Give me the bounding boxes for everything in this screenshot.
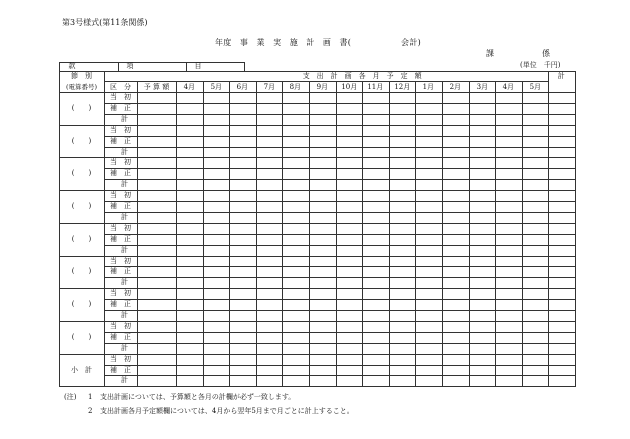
kubun-header: 区 分	[110, 83, 131, 91]
row-label-kei: 計	[121, 278, 128, 287]
unit-note: (単位 千円)	[520, 61, 561, 69]
row-label-toushho: 当 初	[110, 158, 131, 167]
row-line-2-2	[104, 179, 575, 180]
row-line-7-2	[104, 343, 575, 344]
note-1-text: 支出計画については、予算額と各月の計欄が必ず一致します。	[100, 393, 296, 401]
row-line-4-1	[104, 234, 575, 235]
row-label-kei: 計	[121, 114, 128, 123]
form-number: 第3号様式(第11条関係)	[62, 18, 148, 27]
row-line-2-1	[104, 168, 575, 169]
setsu-paren: ( )	[71, 202, 92, 210]
month-header-4月: 4月	[183, 83, 196, 91]
row-label-kei: 計	[121, 376, 128, 385]
setsu-paren: ( )	[71, 234, 92, 243]
row-label-hosei: 補 正	[110, 267, 131, 276]
row-label-hosei: 補 正	[110, 300, 131, 309]
row-label-toushho: 当 初	[110, 223, 131, 232]
note-prefix: (注)	[64, 393, 77, 401]
row-label-toushho: 当 初	[110, 289, 131, 298]
row-label-kei: 計	[121, 180, 128, 189]
setsu-paren: ( )	[71, 103, 92, 112]
row-label-kei: 計	[121, 343, 128, 352]
row-label-hosei: 補 正	[110, 234, 131, 243]
setsu-paren: ( )	[71, 332, 92, 341]
month-header-1月: 1月	[422, 83, 435, 91]
row-line-1-1	[104, 136, 575, 137]
yosan-header: 予 算 額	[143, 83, 170, 91]
row-label-kei: 計	[121, 245, 128, 254]
row-line-7-1	[104, 332, 575, 333]
person-label: 係	[542, 49, 550, 58]
month-header-6月: 6月	[236, 83, 249, 91]
row-label-hosei: 補 正	[110, 365, 131, 374]
row-label-toushho: 当 初	[110, 93, 131, 101]
row-label-toushho: 当 初	[110, 354, 131, 363]
denzan-header: (電算番号)	[65, 83, 98, 91]
row-label-toushho: 当 初	[110, 256, 131, 265]
row-label-kei: 計	[121, 212, 128, 221]
month-header-12月: 12月	[394, 83, 411, 91]
kan-row-divider-1	[186, 62, 187, 71]
row-line-8-1	[104, 365, 575, 366]
row-line-1-2	[104, 147, 575, 148]
total-header: 計	[557, 72, 565, 80]
kubun-header-divider	[104, 81, 176, 82]
month-header-5月: 5月	[210, 83, 223, 91]
row-line-5-1	[104, 266, 575, 267]
month-header-5月: 5月	[529, 83, 542, 91]
row-label-toushho: 当 初	[110, 321, 131, 330]
monthly-header: 支 出 計 画 各 月 予 定 額	[302, 72, 422, 80]
setsu-paren: ( )	[71, 300, 92, 309]
kan-label: 款	[68, 62, 76, 70]
group-line-8	[59, 386, 575, 387]
row-label-hosei: 補 正	[110, 103, 131, 112]
moku-label: 目	[194, 62, 202, 70]
kan-row-divider-2	[244, 62, 245, 71]
row-label-toushho: 当 初	[110, 191, 131, 200]
table-right	[575, 71, 576, 386]
note-1-number: 1	[88, 393, 93, 401]
row-label-hosei: 補 正	[110, 169, 131, 178]
row-line-3-2	[104, 212, 575, 213]
note-2-number: 2	[88, 407, 93, 415]
kan-row-left	[59, 62, 60, 71]
row-label-toushho: 当 初	[110, 125, 131, 134]
row-label-kei: 計	[121, 147, 128, 156]
row-label-hosei: 補 正	[110, 136, 131, 145]
kou-label: 項	[126, 62, 134, 70]
setsu-header: 節 別	[71, 72, 92, 80]
row-line-5-2	[104, 277, 575, 278]
month-header-8月: 8月	[289, 83, 302, 91]
subtotal-label: 小 計	[71, 365, 92, 374]
setsu-paren: ( )	[71, 136, 92, 145]
kan-row-top	[59, 62, 244, 63]
row-line-6-1	[104, 299, 575, 300]
month-col-line-14	[548, 71, 549, 386]
month-header-11月: 11月	[367, 83, 384, 91]
row-line-6-2	[104, 310, 575, 311]
kan-row-divider-0	[118, 62, 119, 71]
note-2-text: 支出計画各月予定額欄については、4月から翌年5月まで月ごとに計上すること。	[100, 407, 354, 415]
row-label-hosei: 補 正	[110, 202, 131, 210]
row-line-4-2	[104, 245, 575, 246]
row-line-3-1	[104, 201, 575, 202]
col-line-top-0	[104, 71, 105, 81]
setsu-paren: ( )	[71, 267, 92, 276]
row-label-hosei: 補 正	[110, 332, 131, 341]
row-line-0-1	[104, 103, 575, 104]
month-header-3月: 3月	[476, 83, 489, 91]
section-label: 課	[486, 49, 494, 58]
page-title: 年度 事 業 実 施 計 画 書( 会計)	[215, 38, 422, 47]
month-header-10月: 10月	[341, 83, 358, 91]
month-header-7月: 7月	[263, 83, 276, 91]
row-line-8-2	[104, 375, 575, 376]
month-header-2月: 2月	[449, 83, 462, 91]
month-header-9月: 9月	[316, 83, 329, 91]
row-line-0-2	[104, 114, 575, 115]
row-label-kei: 計	[121, 311, 128, 319]
month-header-4月: 4月	[502, 83, 515, 91]
setsu-paren: ( )	[71, 169, 92, 178]
